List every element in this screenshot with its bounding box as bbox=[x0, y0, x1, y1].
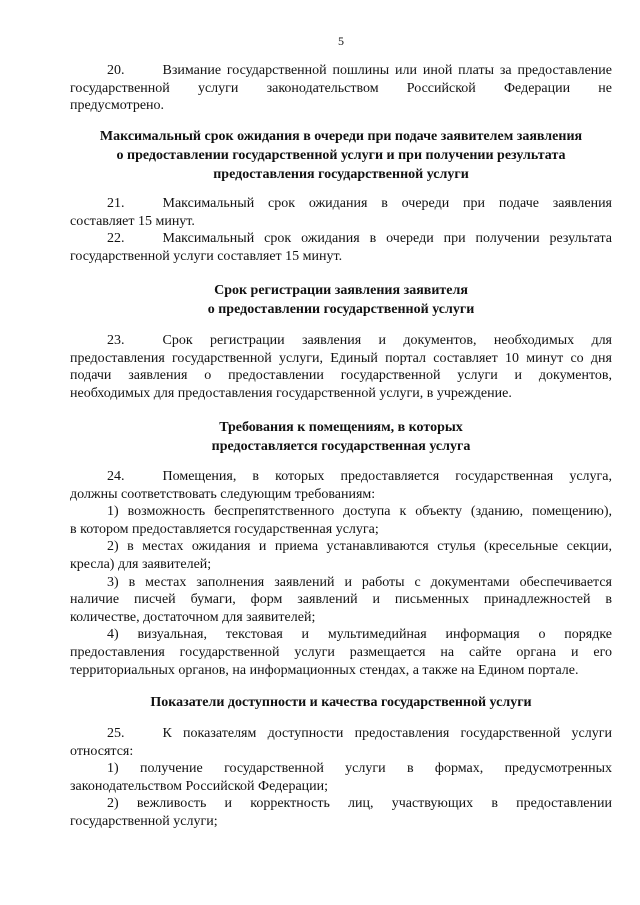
section-heading-premises bbox=[70, 418, 612, 456]
list-item-line: 4) визуальная, текстовая и мультимедийная информация о порядке bbox=[107, 627, 612, 643]
list-item-line: территориальных органов, на информационных стендах, а также на Едином портале. bbox=[70, 662, 579, 678]
paragraph-line: составляет 15 минут. bbox=[70, 213, 195, 229]
heading-line: Требования к помещениям, в которых bbox=[219, 420, 463, 435]
paragraph-line: должны соответствовать следующим требованиям: bbox=[70, 486, 376, 502]
paragraph-line bbox=[70, 195, 612, 213]
section-heading-registration-time bbox=[70, 281, 612, 319]
paragraph-line: предусмотрено. bbox=[70, 98, 165, 114]
paragraph-20 bbox=[70, 62, 612, 115]
paragraph-text: Максимальный срок ожидания в очереди при получении результата bbox=[162, 231, 612, 246]
heading-line: Максимальный срок ожидания в очереди при подаче заявителем заявления bbox=[99, 129, 583, 144]
paragraph-line bbox=[70, 230, 612, 248]
section-heading-queue-time bbox=[70, 127, 612, 184]
paragraph-number: 21. bbox=[107, 196, 125, 211]
list-item-line: кресла) для заявителей; bbox=[70, 556, 212, 572]
list-item-line: количестве, достаточном для заявителей; bbox=[70, 609, 316, 625]
paragraph-24 bbox=[70, 468, 612, 679]
paragraph-line: необходимых для предоставления государственной услуги, в учреждение. bbox=[70, 385, 512, 401]
paragraph-text: Максимальный срок ожидания в очереди при подаче заявления bbox=[162, 196, 612, 211]
paragraph-number: 20. bbox=[107, 63, 125, 78]
paragraph-text: Взимание государственной пошлины или иной платы за предоставление bbox=[162, 63, 612, 78]
paragraph-line bbox=[70, 468, 612, 486]
list-item-line: 1) получение государственной услуги в формах, предусмотренных bbox=[107, 761, 612, 777]
list-item-line: предоставления государственной услуги размещается на сайте органа и его bbox=[70, 644, 612, 660]
paragraph-number: 23. bbox=[107, 333, 125, 348]
paragraph-number: 25. bbox=[107, 726, 125, 741]
heading-line: о предоставлении государственной услуги bbox=[207, 302, 475, 317]
paragraph-21 bbox=[70, 195, 612, 230]
paragraph-22 bbox=[70, 230, 612, 265]
heading-line: Показатели доступности и качества государственной услуги bbox=[150, 695, 532, 710]
heading-line: предоставляется государственная услуга bbox=[211, 439, 471, 454]
paragraph-23 bbox=[70, 332, 612, 402]
paragraph-text: Помещения, в которых предоставляется государственная услуга, bbox=[162, 469, 612, 484]
page-number: 5 bbox=[338, 34, 344, 48]
paragraph-text: К показателям доступности предоставления государственной услуги bbox=[162, 726, 612, 741]
list-item-line: 2) вежливость и корректность лиц, участвующих в предоставлении bbox=[107, 796, 612, 812]
list-item-line: 2) в местах ожидания и приема устанавливаются стулья (кресельные секции, bbox=[107, 539, 612, 555]
paragraph-line bbox=[70, 62, 612, 80]
list-item-line: 1) возможность беспрепятственного доступа к объекту (зданию, помещению), bbox=[107, 504, 612, 520]
heading-line: предоставления государственной услуги bbox=[213, 167, 469, 182]
paragraph-number: 24. bbox=[107, 469, 125, 484]
paragraph-line bbox=[70, 725, 612, 743]
list-item-line: в котором предоставляется государственная услуга; bbox=[70, 521, 379, 537]
paragraph-number: 22. bbox=[107, 231, 125, 246]
paragraph-25 bbox=[70, 725, 612, 831]
paragraph-line: предоставления государственной услуги, Единый портал составляет 10 минут со дня bbox=[70, 350, 612, 366]
paragraph-line: относятся: bbox=[70, 743, 134, 759]
heading-line: Срок регистрации заявления заявителя bbox=[214, 283, 468, 298]
heading-line: о предоставлении государственной услуги и при получении результата bbox=[116, 148, 566, 163]
paragraph-line: подачи заявления о предоставлении государственной услуги и документов, bbox=[70, 368, 612, 384]
list-item-line: 3) в местах заполнения заявлений и работы с документами обеспечивается bbox=[107, 574, 612, 590]
paragraph-text: Срок регистрации заявления и документов, необходимых для bbox=[162, 333, 612, 348]
list-item-line: законодательством Российской Федерации; bbox=[70, 778, 329, 794]
section-heading-accessibility bbox=[70, 693, 612, 712]
paragraph-line: государственной услуги законодательством Российской Федерации не bbox=[70, 80, 612, 96]
paragraph-line bbox=[70, 332, 612, 350]
paragraph-line: государственной услуги составляет 15 минут. bbox=[70, 248, 343, 264]
list-item-line: наличие писчей бумаги, форм заявлений и письменных принадлежностей в bbox=[70, 592, 612, 608]
list-item-line: государственной услуги; bbox=[70, 813, 218, 829]
